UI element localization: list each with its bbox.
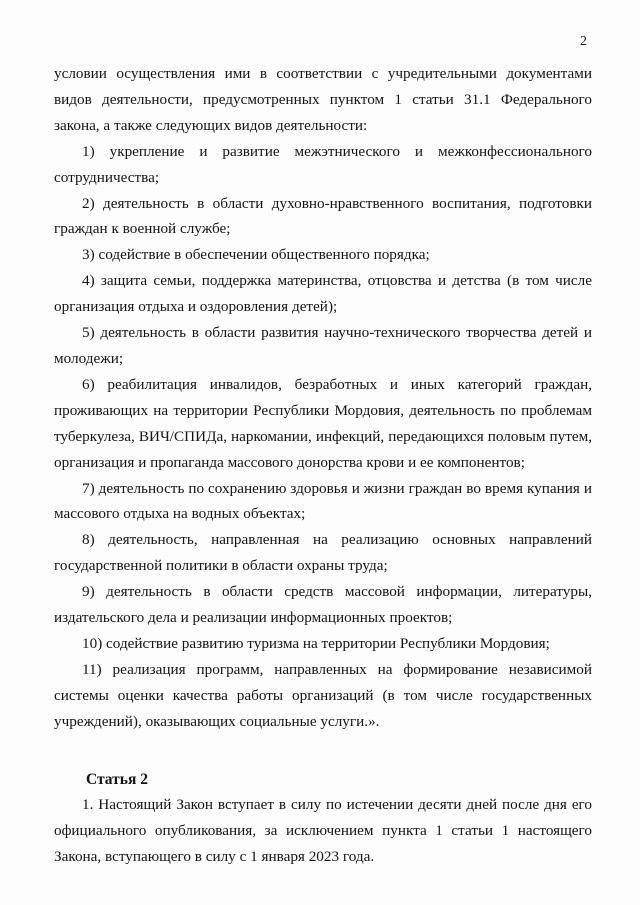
list-item-4: 4) защита семьи, поддержка материнства, отцовства и детства (в том числе организация отдыха и оздоровления детей);	[54, 272, 592, 316]
list-item-1: 1) укрепление и развитие межэтнического и межконфессионального сотрудничества;	[54, 142, 592, 186]
list-intro-paragraph: условии осуществления ими в соответствии с учредительными документами видов деятельности, предусмотренных пунктом 1 статьи 31.1 Федерального закона, а также следующих видов деятельности:	[54, 65, 592, 134]
list-item-11: 11) реализация программ, направленных на формирование независимой системы оценки качества работы организаций (в том числе государственных учреждений), оказывающих социальные услуги.».	[54, 660, 592, 730]
list-item-9: 9) деятельность в области средств массовой информации, литературы, издательского дела и реализации информационных проектов;	[54, 583, 592, 627]
document-body	[54, 61, 592, 870]
article-paragraph-1: 1. Настоящий Закон вступает в силу по истечении десяти дней после дня его официального опубликования, за исключением пункта 1 статьи 1 настоящего Закона, вступающего в силу с 1 января 2023 года.	[54, 796, 592, 866]
list-item-6: 6) реабилитация инвалидов, безработных и иных категорий граждан, проживающих на территории Республики Мордовия, деятельность по проблемам туберкулеза, ВИЧ/СПИДа, наркомании, инфекций, передающихся половым путем, организация и пропаганда массового донорства крови и ее компонентов;	[54, 375, 592, 471]
list-item-5: 5) деятельность в области развития научно-технического творчества детей и молодежи;	[54, 324, 592, 367]
list-item-7: 7) деятельность по сохранению здоровья и жизни граждан во время купания и массового отдыха на водных объектах;	[54, 479, 592, 523]
page-number: 2	[580, 34, 587, 49]
list-item-10: 10) содействие развитию туризма на территории Республики Мордовия;	[82, 634, 550, 652]
list-item-2: 2) деятельность в области духовно-нравственного воспитания, подготовки граждан к военной службе;	[54, 194, 592, 238]
article-heading: Статья 2	[86, 770, 148, 788]
list-item-8: 8) деятельность, направленная на реализацию основных направлений государственной политики в области охраны труда;	[54, 531, 592, 575]
list-item-3: 3) содействие в обеспечении общественного порядка;	[82, 246, 430, 264]
